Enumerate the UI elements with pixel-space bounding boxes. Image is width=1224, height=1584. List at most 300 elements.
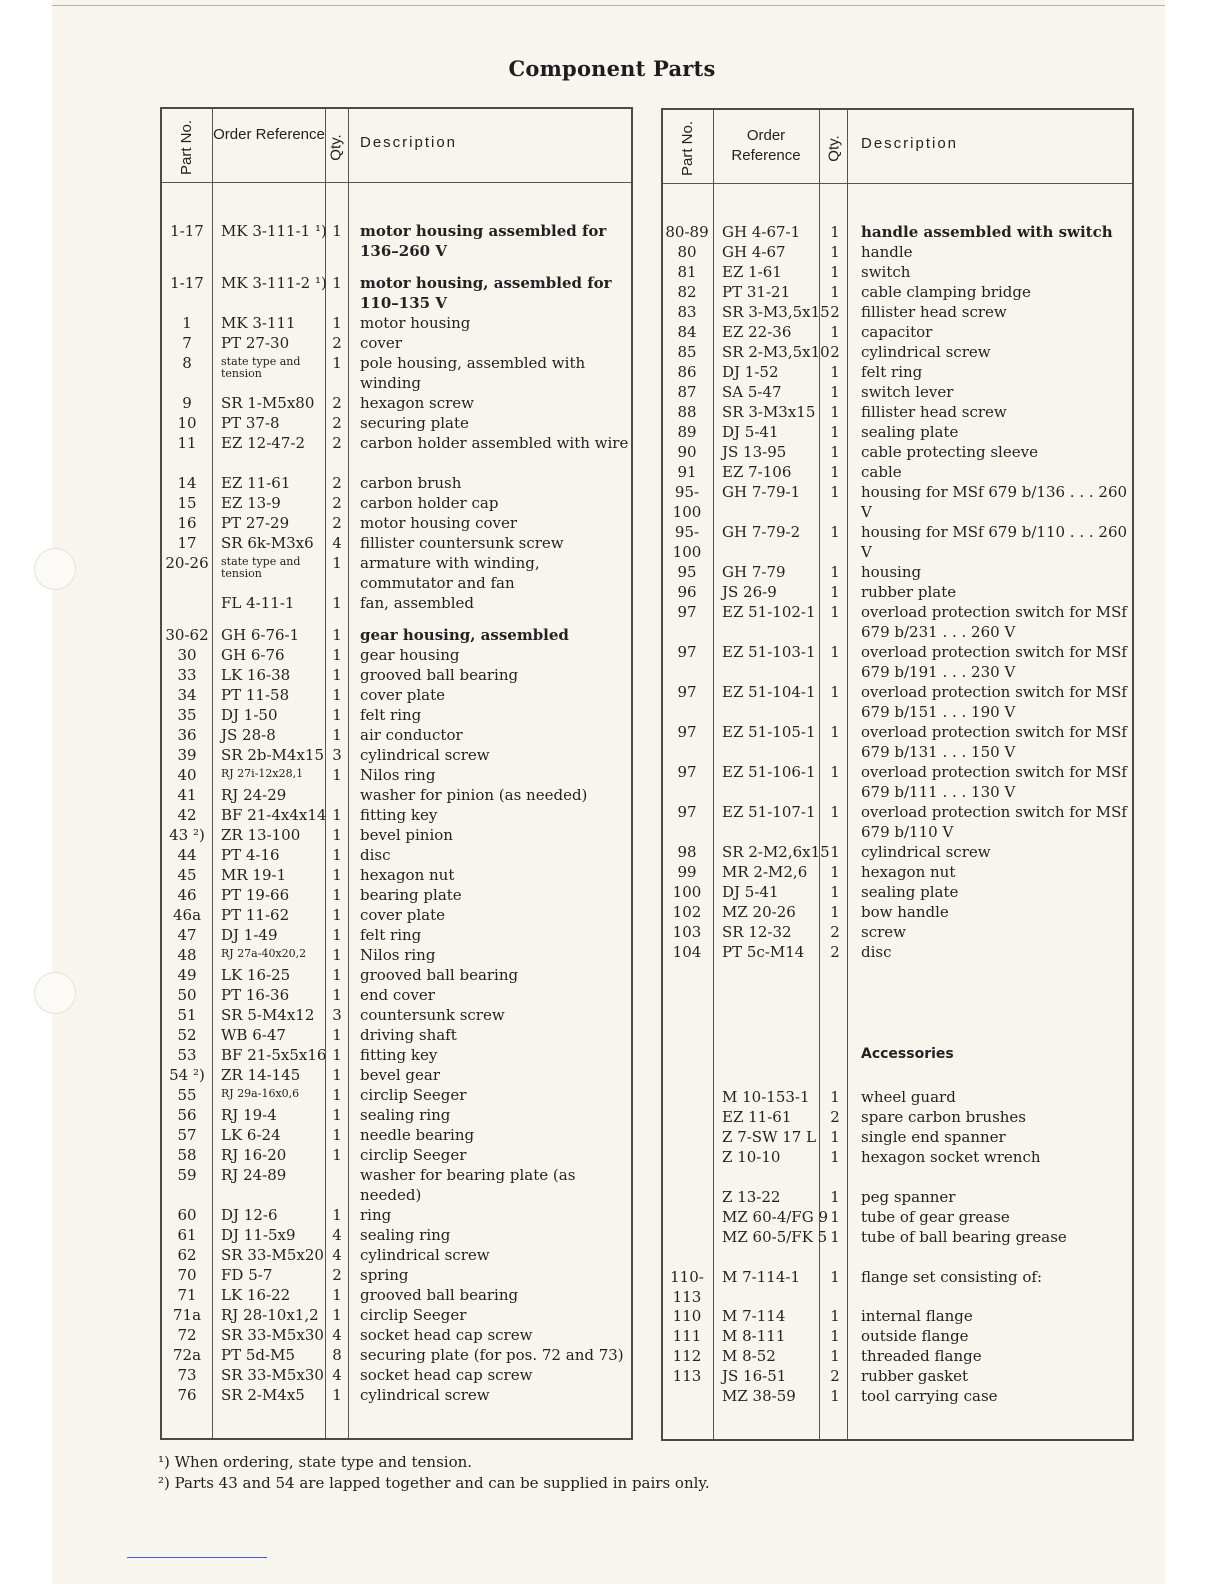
quantity: 1 xyxy=(830,1327,840,1345)
description: handle assembled with switch xyxy=(861,223,1113,241)
part-number: 41 xyxy=(177,786,197,804)
order-reference: EZ 1-61 xyxy=(722,263,782,281)
part-number: 85 xyxy=(677,343,697,361)
description: cable clamping bridge xyxy=(861,283,1031,301)
description: housing xyxy=(861,563,922,581)
part-number: 83 xyxy=(677,303,697,321)
description: circlip Seeger xyxy=(360,1086,467,1104)
quantity: 1 xyxy=(332,766,342,784)
order-reference: GH 7-79 xyxy=(722,563,786,581)
description: securing plate (for pos. 72 and 73) xyxy=(360,1346,624,1364)
quantity: 1 xyxy=(332,666,342,684)
description: sealing ring xyxy=(360,1226,451,1244)
order-reference: DJ 1-50 xyxy=(221,706,278,724)
quantity: 1 xyxy=(830,843,840,861)
description: overload protection switch for MSf 679 b/110 V xyxy=(861,803,1127,841)
header-qty: Qty. xyxy=(825,134,843,162)
description: cover plate xyxy=(360,906,445,924)
order-reference: M 7-114 xyxy=(722,1307,786,1325)
quantity: 1 xyxy=(830,763,840,781)
quantity: 1 xyxy=(830,863,840,881)
description: countersunk screw xyxy=(360,1006,505,1024)
quantity: 1 xyxy=(332,314,342,332)
quantity: 2 xyxy=(332,514,342,532)
description: end cover xyxy=(360,986,435,1004)
parts-table-left xyxy=(160,107,633,1440)
quantity: 2 xyxy=(332,334,342,352)
order-reference: JS 13-95 xyxy=(722,443,787,461)
part-number: 100 xyxy=(672,883,702,901)
quantity: 1 xyxy=(830,683,840,701)
description: ring xyxy=(360,1206,392,1224)
description: sealing ring xyxy=(360,1106,451,1124)
order-reference: MZ 20-26 xyxy=(722,903,796,921)
order-reference: PT 19-66 xyxy=(221,886,290,904)
description: socket head cap screw xyxy=(360,1326,533,1344)
quantity: 1 xyxy=(332,1206,342,1224)
header-divider xyxy=(162,182,631,183)
part-number: 30 xyxy=(177,646,197,664)
quantity: 2 xyxy=(332,494,342,512)
description: driving shaft xyxy=(360,1026,457,1044)
order-reference: Z 10-10 xyxy=(722,1148,781,1166)
description: felt ring xyxy=(360,926,422,944)
quantity: 1 xyxy=(830,803,840,821)
order-reference: MZ 60-5/FK 5 xyxy=(722,1228,828,1246)
part-number: 113 xyxy=(672,1367,702,1385)
description: bevel pinion xyxy=(360,826,453,844)
quantity: 1 xyxy=(332,626,342,644)
description: circlip Seeger xyxy=(360,1146,467,1164)
part-number: 51 xyxy=(177,1006,197,1024)
part-number: 47 xyxy=(177,926,197,944)
quantity: 1 xyxy=(332,686,342,704)
order-reference: DJ 1-52 xyxy=(722,363,779,381)
part-number: 7 xyxy=(182,334,192,352)
order-reference: M 8-111 xyxy=(722,1327,786,1345)
part-number: 9 xyxy=(182,394,192,412)
part-number: 46 xyxy=(177,886,197,904)
order-reference: GH 4-67-1 xyxy=(722,223,801,241)
part-number: 1-17 xyxy=(170,274,204,292)
order-reference: WB 6-47 xyxy=(221,1026,286,1044)
description: switch xyxy=(861,263,911,281)
part-number: 55 xyxy=(177,1086,197,1104)
quantity: 1 xyxy=(830,603,840,621)
order-reference: MZ 60-4/FG 9 xyxy=(722,1208,829,1226)
order-reference: M 10-153-1 xyxy=(722,1088,810,1106)
part-number: 102 xyxy=(672,903,702,921)
description: rubber gasket xyxy=(861,1367,969,1385)
part-number: 16 xyxy=(177,514,197,532)
description: single end spanner xyxy=(861,1128,1006,1146)
order-reference: BF 21-4x4x14 xyxy=(221,806,327,824)
part-number: 80 xyxy=(677,243,697,261)
description: spring xyxy=(360,1266,409,1284)
part-number: 60 xyxy=(177,1206,197,1224)
part-number: 70 xyxy=(177,1266,197,1284)
order-reference: SR 3-M3x15 xyxy=(722,403,816,421)
description: carbon holder cap xyxy=(360,494,499,512)
quantity: 1 xyxy=(830,363,840,381)
order-reference: GH 6-76-1 xyxy=(221,626,300,644)
part-number: 44 xyxy=(177,846,197,864)
part-number: 35 xyxy=(177,706,197,724)
header-part-no: Part No. xyxy=(178,119,196,175)
part-number: 48 xyxy=(177,946,197,964)
part-number: 81 xyxy=(677,263,697,281)
part-number: 43 ²) xyxy=(169,826,205,844)
order-reference: PT 27-30 xyxy=(221,334,290,352)
part-number: 95- 100 xyxy=(672,523,702,561)
part-number: 76 xyxy=(177,1386,197,1404)
quantity: 4 xyxy=(332,1366,342,1384)
description: fillister countersunk screw xyxy=(360,534,564,552)
description: sealing plate xyxy=(861,883,959,901)
quantity: 1 xyxy=(830,403,840,421)
description: rubber plate xyxy=(861,583,957,601)
quantity: 1 xyxy=(332,554,342,572)
part-number: 72 xyxy=(177,1326,197,1344)
order-reference: ZR 14-145 xyxy=(221,1066,301,1084)
description: socket head cap screw xyxy=(360,1366,533,1384)
column-divider xyxy=(212,109,213,1438)
description: internal flange xyxy=(861,1307,973,1325)
quantity: 1 xyxy=(830,1128,840,1146)
description: sealing plate xyxy=(861,423,959,441)
quantity: 1 xyxy=(332,1086,342,1104)
part-number: 110- 113 xyxy=(670,1268,704,1306)
quantity: 2 xyxy=(332,1266,342,1284)
order-reference: DJ 12-6 xyxy=(221,1206,278,1224)
quantity: 1 xyxy=(830,1208,840,1226)
order-reference: M 8-52 xyxy=(722,1347,776,1365)
description: fan, assembled xyxy=(360,594,475,612)
quantity: 3 xyxy=(332,1006,342,1024)
description: needle bearing xyxy=(360,1126,475,1144)
part-number: 84 xyxy=(677,323,697,341)
description: motor housing xyxy=(360,314,471,332)
part-number: 39 xyxy=(177,746,197,764)
part-number: 80-89 xyxy=(665,223,709,241)
part-number: 58 xyxy=(177,1146,197,1164)
description: fitting key xyxy=(360,806,438,824)
quantity: 1 xyxy=(830,283,840,301)
description: securing plate xyxy=(360,414,469,432)
order-reference: RJ 24-29 xyxy=(221,786,287,804)
order-reference: PT 11-62 xyxy=(221,906,290,924)
quantity: 1 xyxy=(830,643,840,661)
part-number: 112 xyxy=(672,1347,702,1365)
part-number: 103 xyxy=(672,923,702,941)
quantity: 1 xyxy=(830,583,840,601)
header-description: Description xyxy=(360,134,458,151)
description: switch lever xyxy=(861,383,954,401)
part-number: 72a xyxy=(172,1346,202,1364)
order-reference: Z 7-SW 17 L xyxy=(722,1128,817,1146)
order-reference: ZR 13-100 xyxy=(221,826,301,844)
quantity: 1 xyxy=(332,646,342,664)
part-number: 53 xyxy=(177,1046,197,1064)
part-number: 87 xyxy=(677,383,697,401)
quantity: 4 xyxy=(332,1226,342,1244)
quantity: 4 xyxy=(332,534,342,552)
description: grooved ball bearing xyxy=(360,1286,519,1304)
part-number: 49 xyxy=(177,966,197,984)
part-number: 86 xyxy=(677,363,697,381)
order-reference: PT 4-16 xyxy=(221,846,280,864)
quantity: 1 xyxy=(332,726,342,744)
part-number: 98 xyxy=(677,843,697,861)
quantity: 1 xyxy=(830,223,840,241)
order-reference: SR 33-M5x30 xyxy=(221,1366,324,1384)
description: pole housing, assembled with winding xyxy=(360,354,586,392)
quantity: 1 xyxy=(332,1046,342,1064)
order-reference: GH 4-67 xyxy=(722,243,786,261)
header-part-no: Part No. xyxy=(679,120,697,176)
description: overload protection switch for MSf 679 b/231 . . . 260 V xyxy=(861,603,1127,641)
footnote: ²) Parts 43 and 54 are lapped together and can be supplied in pairs only. xyxy=(158,1474,710,1492)
order-reference: BF 21-5x5x16 xyxy=(221,1046,327,1064)
description: overload protection switch for MSf 679 b/111 . . . 130 V xyxy=(861,763,1127,801)
order-reference: SR 2-M4x5 xyxy=(221,1386,305,1404)
quantity: 1 xyxy=(332,274,342,292)
order-reference: PT 27-29 xyxy=(221,514,290,532)
order-reference: PT 5d-M5 xyxy=(221,1346,295,1364)
order-reference: RJ 27i-12x28,1 xyxy=(221,767,304,780)
quantity: 1 xyxy=(830,243,840,261)
part-number: 20-26 xyxy=(165,554,209,572)
header-description: Description xyxy=(861,135,959,152)
quantity: 1 xyxy=(332,1066,342,1084)
quantity: 1 xyxy=(830,483,840,501)
order-reference: PT 37-8 xyxy=(221,414,280,432)
order-reference: RJ 16-20 xyxy=(221,1146,287,1164)
quantity: 1 xyxy=(830,463,840,481)
part-number: 97 xyxy=(677,723,697,741)
order-reference: EZ 51-104-1 xyxy=(722,683,816,701)
quantity: 1 xyxy=(332,594,342,612)
order-reference: SR 1-M5x80 xyxy=(221,394,315,412)
quantity: 2 xyxy=(830,923,840,941)
part-number: 17 xyxy=(177,534,197,552)
part-number: 82 xyxy=(677,283,697,301)
description: capacitor xyxy=(861,323,933,341)
description: motor housing, assembled for 110–135 V xyxy=(360,274,612,312)
order-reference: LK 16-38 xyxy=(221,666,291,684)
part-number: 36 xyxy=(177,726,197,744)
quantity: 1 xyxy=(332,806,342,824)
quantity: 1 xyxy=(332,1306,342,1324)
description: bow handle xyxy=(861,903,949,921)
part-number: 14 xyxy=(177,474,197,492)
description: fitting key xyxy=(360,1046,438,1064)
description: cover plate xyxy=(360,686,445,704)
column-divider xyxy=(713,110,714,1439)
quantity: 1 xyxy=(830,563,840,581)
order-reference: Z 13-22 xyxy=(722,1188,781,1206)
quantity: 1 xyxy=(332,1106,342,1124)
order-reference: EZ 22-36 xyxy=(722,323,792,341)
order-reference: RJ 28-10x1,2 xyxy=(221,1306,319,1324)
part-number: 90 xyxy=(677,443,697,461)
part-number: 99 xyxy=(677,863,697,881)
description: spare carbon brushes xyxy=(861,1108,1026,1126)
part-number: 97 xyxy=(677,803,697,821)
quantity: 1 xyxy=(830,1268,840,1286)
quantity: 2 xyxy=(332,414,342,432)
part-number: 61 xyxy=(177,1226,197,1244)
part-number: 89 xyxy=(677,423,697,441)
quantity: 2 xyxy=(830,943,840,961)
order-reference: GH 6-76 xyxy=(221,646,285,664)
description: washer for bearing plate (as needed) xyxy=(360,1166,576,1204)
quantity: 1 xyxy=(332,986,342,1004)
description: housing for MSf 679 b/136 . . . 260 V xyxy=(861,483,1128,521)
parts-table-right xyxy=(661,108,1134,1441)
header-qty: Qty. xyxy=(327,133,345,161)
part-number: 91 xyxy=(677,463,697,481)
part-number: 50 xyxy=(177,986,197,1004)
bottom-rule xyxy=(127,1557,267,1558)
part-number: 88 xyxy=(677,403,697,421)
quantity: 2 xyxy=(830,1367,840,1385)
description: cylindrical screw xyxy=(861,343,991,361)
order-reference: EZ 11-61 xyxy=(722,1108,792,1126)
description: tube of gear grease xyxy=(861,1208,1010,1226)
quantity: 1 xyxy=(830,883,840,901)
quantity: 4 xyxy=(332,1326,342,1344)
description: gear housing, assembled xyxy=(360,626,569,644)
description: screw xyxy=(861,923,906,941)
quantity: 1 xyxy=(830,323,840,341)
order-reference: SR 2-M3,5x10 xyxy=(722,343,830,361)
order-reference: DJ 1-49 xyxy=(221,926,278,944)
quantity: 1 xyxy=(332,866,342,884)
part-number: 71a xyxy=(172,1306,202,1324)
order-reference: GH 7-79-2 xyxy=(722,523,801,541)
quantity: 1 xyxy=(332,1386,342,1404)
order-reference: SR 2-M2,6x15 xyxy=(722,843,830,861)
accessories-heading: Accessories xyxy=(861,1046,954,1062)
order-reference: EZ 7-106 xyxy=(722,463,792,481)
order-reference: EZ 51-102-1 xyxy=(722,603,816,621)
part-number: 110 xyxy=(672,1307,702,1325)
part-number: 8 xyxy=(182,354,192,372)
description: motor housing assembled for 136–260 V xyxy=(360,222,607,260)
description: tool carrying case xyxy=(861,1387,998,1405)
order-reference: JS 28-8 xyxy=(221,726,276,744)
description: disc xyxy=(861,943,892,961)
description: cable xyxy=(861,463,902,481)
quantity: 2 xyxy=(332,394,342,412)
quantity: 1 xyxy=(830,1387,840,1405)
description: circlip Seeger xyxy=(360,1306,467,1324)
description: tube of ball bearing grease xyxy=(861,1228,1067,1246)
description: motor housing cover xyxy=(360,514,518,532)
page-title: Component Parts xyxy=(508,56,716,81)
description: bearing plate xyxy=(360,886,462,904)
quantity: 1 xyxy=(332,906,342,924)
description: wheel guard xyxy=(861,1088,956,1106)
order-reference: DJ 5-41 xyxy=(722,883,779,901)
quantity: 1 xyxy=(830,1228,840,1246)
description: cylindrical screw xyxy=(861,843,991,861)
part-number: 15 xyxy=(177,494,197,512)
description: felt ring xyxy=(360,706,422,724)
quantity: 1 xyxy=(830,523,840,541)
footnote: ¹) When ordering, state type and tension. xyxy=(158,1453,473,1471)
quantity: 1 xyxy=(830,1307,840,1325)
quantity: 1 xyxy=(332,1026,342,1044)
description: handle xyxy=(861,243,913,261)
quantity: 1 xyxy=(332,1286,342,1304)
order-reference: SR 33-M5x20 xyxy=(221,1246,324,1264)
description: grooved ball bearing xyxy=(360,966,519,984)
order-reference: EZ 13-9 xyxy=(221,494,281,512)
order-reference: RJ 29a-16x0,6 xyxy=(221,1087,300,1100)
quantity: 1 xyxy=(830,1188,840,1206)
order-reference: M 7-114-1 xyxy=(722,1268,800,1286)
quantity: 2 xyxy=(830,1108,840,1126)
header-order-reference: Order Reference xyxy=(213,126,325,143)
part-number: 111 xyxy=(672,1327,702,1345)
order-reference: PT 11-58 xyxy=(221,686,290,704)
part-number: 95- 100 xyxy=(672,483,702,521)
quantity: 1 xyxy=(830,903,840,921)
description: washer for pinion (as needed) xyxy=(360,786,588,804)
order-reference: MZ 38-59 xyxy=(722,1387,796,1405)
part-number: 96 xyxy=(677,583,697,601)
part-number: 52 xyxy=(177,1026,197,1044)
quantity: 1 xyxy=(830,263,840,281)
order-reference: SR 6k-M3x6 xyxy=(221,534,314,552)
order-reference: MK 3-111 xyxy=(221,314,296,332)
part-number: 97 xyxy=(677,643,697,661)
part-number: 57 xyxy=(177,1126,197,1144)
order-reference: EZ 51-106-1 xyxy=(722,763,816,781)
order-reference: PT 16-36 xyxy=(221,986,290,1004)
order-reference: MR 19-1 xyxy=(221,866,287,884)
quantity: 4 xyxy=(332,1246,342,1264)
order-reference: EZ 12-47-2 xyxy=(221,434,305,452)
quantity: 1 xyxy=(830,383,840,401)
order-reference: DJ 11-5x9 xyxy=(221,1226,296,1244)
part-number: 40 xyxy=(177,766,197,784)
order-reference: state type and tension xyxy=(221,555,301,580)
order-reference: LK 16-25 xyxy=(221,966,291,984)
order-reference: EZ 11-61 xyxy=(221,474,291,492)
description: flange set consisting of: xyxy=(861,1268,1043,1286)
quantity: 1 xyxy=(830,1148,840,1166)
description: peg spanner xyxy=(861,1188,956,1206)
part-number: 42 xyxy=(177,806,197,824)
order-reference: FD 5-7 xyxy=(221,1266,273,1284)
description: hexagon socket wrench xyxy=(861,1148,1041,1166)
description: housing for MSf 679 b/110 . . . 260 V xyxy=(861,523,1128,561)
order-reference: LK 6-24 xyxy=(221,1126,281,1144)
part-number: 104 xyxy=(672,943,702,961)
quantity: 1 xyxy=(332,846,342,864)
order-reference: JS 26-9 xyxy=(722,583,777,601)
part-number: 62 xyxy=(177,1246,197,1264)
part-number: 59 xyxy=(177,1166,197,1184)
description: hexagon nut xyxy=(360,866,455,884)
quantity: 1 xyxy=(830,443,840,461)
order-reference: EZ 51-103-1 xyxy=(722,643,816,661)
quantity: 2 xyxy=(830,303,840,321)
part-number: 11 xyxy=(177,434,197,452)
